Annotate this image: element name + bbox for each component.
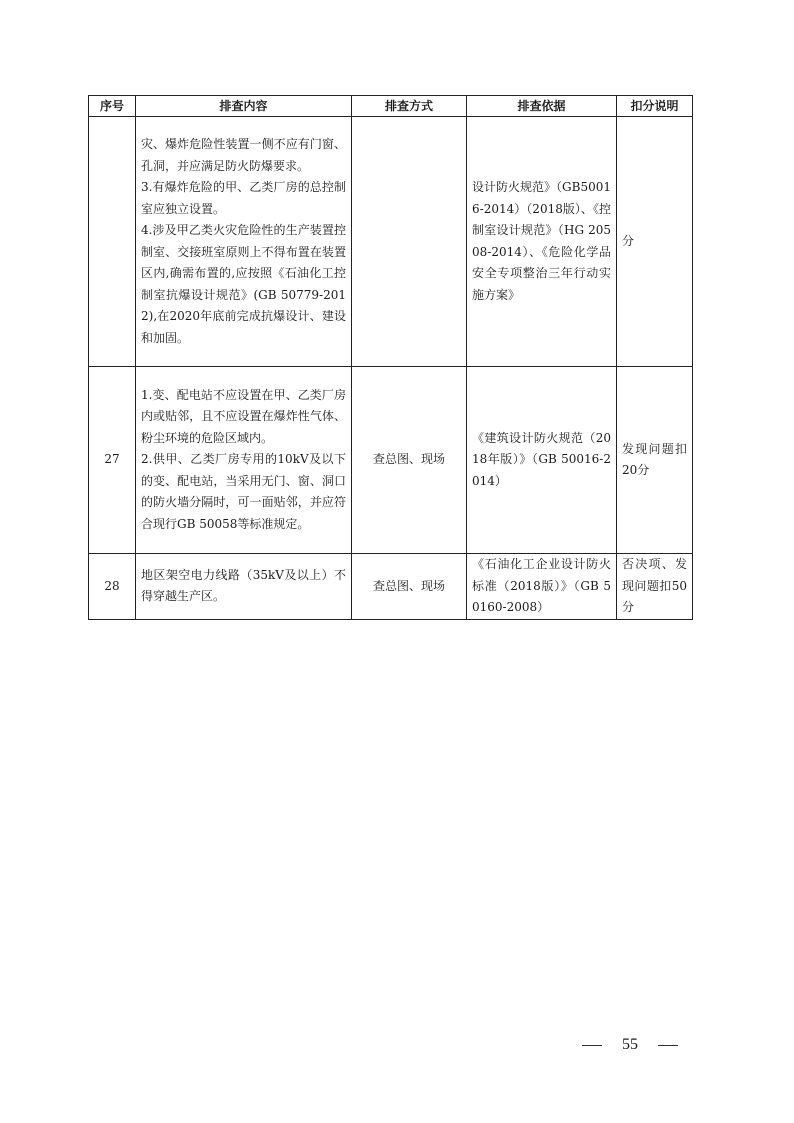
row-content (136, 367, 352, 554)
row-method: 查总图、现场 (352, 554, 467, 620)
row-basis: 《石油化工企业设计防火标准（2018版）》（GB 50160-2008） (467, 554, 617, 620)
row-number: 28 (89, 554, 136, 620)
row-basis: 《建筑设计防火规范（2018年版）》（GB 50016-2014） (467, 367, 617, 554)
row-deduction: 分 (617, 117, 693, 367)
row-number: 27 (89, 367, 136, 554)
content-item: 地区架空电力线路（35kV及以上）不得穿越生产区。 (141, 567, 346, 604)
row-method: 查总图、现场 (352, 367, 467, 554)
table-row (89, 117, 693, 367)
header-no: 序号 (89, 96, 136, 117)
row-basis: 设计防火规范》（GB50016-2014）（2018版）、《控制室设计规范》（HG 20508-2014）、《危险化学品安全专项整治三年行动实施方案》 (467, 117, 617, 367)
page-footer (582, 1034, 678, 1056)
row-deduction: 发现问题扣20分 (617, 367, 693, 554)
content-item: 1.变、配电站不应设置在甲、乙类厂房内或贴邻，且不应设置在爆炸性气体、粉尘环境的危险区域内。 (141, 387, 346, 445)
content-item: 3.有爆炸危险的甲、乙类厂房的总控制室应独立设置。 (141, 180, 346, 216)
page-number: 55 (622, 1036, 638, 1053)
table-row (89, 367, 693, 554)
content-item: 4.涉及甲乙类火灾危险性的生产装置控制室、交接班室原则上不得布置在装置区内,确需布置的,应按照《石油化工控制室抗爆设计规范》(GB 50779-2012),在2020年底前完成抗爆设计、建设和加固。 (141, 223, 346, 345)
row-method (352, 117, 467, 367)
content-item: 2.供甲、乙类厂房专用的10kV及以下的变、配电站，当采用无门、窗、洞口的防火墙分隔时，可一面贴邻，并应符合现行GB 50058等标准规定。 (141, 452, 346, 531)
table-row (89, 554, 693, 620)
row-content (136, 117, 352, 367)
header-basis: 排查依据 (467, 96, 617, 117)
row-deduction: 否决项、发现问题扣50分 (617, 554, 693, 620)
footer-dash-left (582, 1045, 602, 1046)
header-deduction: 扣分说明 (617, 96, 693, 117)
header-content: 排查内容 (136, 96, 352, 117)
inspection-table (88, 95, 693, 620)
table-header-row (89, 96, 693, 117)
header-method: 排查方式 (352, 96, 467, 117)
content-item: 灾、爆炸危险性装置一侧不应有门窗、孔洞，并应满足防火防爆要求。 (141, 137, 346, 173)
row-number (89, 117, 136, 367)
footer-dash-right (658, 1045, 678, 1046)
row-content (136, 554, 352, 620)
